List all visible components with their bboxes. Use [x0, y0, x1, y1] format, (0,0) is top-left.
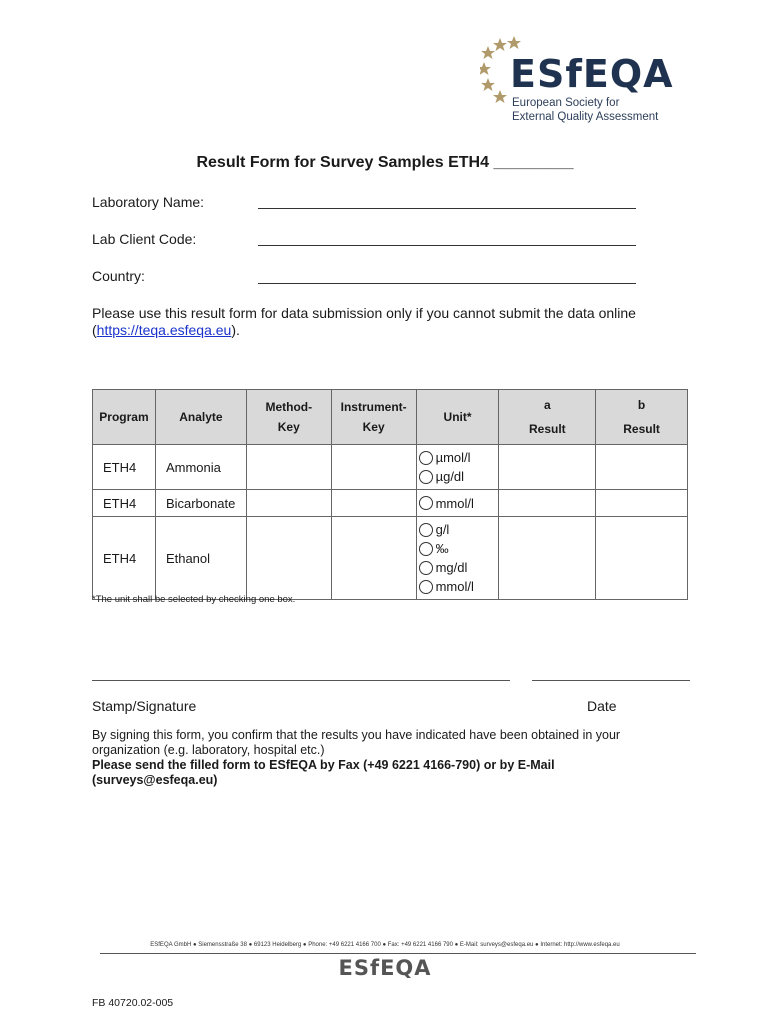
intro-text: Please use this result form for data submission only if you cannot submit the data online (https://teqa.esfeqa.eu). [92, 305, 636, 338]
unit-note: *The unit shall be selected by checking one box. [92, 594, 296, 605]
unit-option[interactable]: mg/dl [419, 558, 499, 577]
unit-cell [416, 490, 499, 517]
radio-button[interactable] [419, 523, 433, 537]
laboratory-name-field[interactable] [258, 207, 636, 209]
instrument-key-input[interactable] [331, 490, 416, 517]
radio-button[interactable] [419, 496, 433, 510]
logo-subtitle: European Society for External Quality Assessment [512, 97, 659, 123]
unit-cell [416, 517, 499, 600]
unit-option[interactable]: mmol/l [419, 577, 499, 596]
date-label: Date [587, 698, 617, 714]
lab-client-code-label: Lab Client Code: [92, 231, 197, 247]
date-field[interactable] [532, 680, 690, 681]
method-key-input[interactable] [246, 517, 331, 600]
instrument-key-input[interactable] [331, 445, 416, 490]
result-b-input[interactable] [596, 490, 688, 517]
esfeqa-logo [480, 36, 680, 126]
header-result-a: a Result [499, 390, 596, 445]
footer-divider [100, 953, 696, 954]
method-key-input[interactable] [246, 490, 331, 517]
analyte-cell: Ammonia [155, 445, 246, 490]
send-instructions: Please send the filled form to ESfEQA by Fax (+49 6221 4166-790) or by E-Mail (surveys@esfeqa.eu) [92, 758, 555, 787]
header-program: Program [93, 390, 156, 445]
form-title: Result Form for Survey Samples ETH4 _________ [196, 154, 574, 171]
table-header-row [93, 390, 688, 445]
program-cell: ETH4 [93, 445, 156, 490]
footer-address: ESfEQA GmbH ● Siemensstraße 38 ● 69123 Heidelberg ● Phone: +49 6221 4166 700 ● Fax: +49 6221 4166 790 ● E-Mail: surveys@esfeqa.eu ● Internet: http://www.esfeqa.eu [150, 942, 620, 948]
result-b-input[interactable] [596, 517, 688, 600]
results-table [92, 389, 688, 600]
radio-button[interactable] [419, 451, 433, 465]
unit-option[interactable]: µmol/l [419, 448, 499, 467]
method-key-input[interactable] [246, 445, 331, 490]
logo-wordmark: ESfEQA [510, 52, 674, 96]
submission-link[interactable]: https://teqa.esfeqa.eu [96, 322, 232, 338]
stamp-signature-field[interactable] [92, 680, 510, 681]
document-number: FB 40720.02-005 [92, 997, 174, 1009]
table-row [93, 517, 688, 600]
confirmation-text: By signing this form, you confirm that the results you have indicated have been obtained in your organization (e.g. laboratory, hospital etc.) [92, 728, 621, 757]
radio-button[interactable] [419, 580, 433, 594]
country-field[interactable] [258, 282, 636, 284]
radio-button[interactable] [419, 542, 433, 556]
country-label: Country: [92, 268, 145, 284]
result-a-input[interactable] [499, 445, 596, 490]
lab-client-code-field[interactable] [258, 244, 636, 246]
program-cell: ETH4 [93, 490, 156, 517]
unit-option[interactable]: ‰ [419, 539, 499, 558]
analyte-cell: Bicarbonate [155, 490, 246, 517]
radio-button[interactable] [419, 470, 433, 484]
header-analyte: Analyte [155, 390, 246, 445]
result-b-input[interactable] [596, 445, 688, 490]
laboratory-name-label: Laboratory Name: [92, 194, 205, 210]
header-result-b: b Result [596, 390, 688, 445]
unit-cell [416, 445, 499, 490]
header-unit: Unit* [416, 390, 499, 445]
unit-option[interactable]: mmol/l [419, 494, 499, 513]
stamp-signature-label: Stamp/Signature [92, 698, 197, 714]
unit-option[interactable]: g/l [419, 520, 499, 539]
unit-option[interactable]: µg/dl [419, 467, 499, 486]
table-row [93, 445, 688, 490]
radio-button[interactable] [419, 561, 433, 575]
result-a-input[interactable] [499, 517, 596, 600]
header-instrument-key: Instrument- Key [331, 390, 416, 445]
header-method-key: Method- Key [246, 390, 331, 445]
analyte-cell: Ethanol [155, 517, 246, 600]
program-cell: ETH4 [93, 517, 156, 600]
result-a-input[interactable] [499, 490, 596, 517]
footer-logo: ESfEQA [338, 956, 432, 980]
instrument-key-input[interactable] [331, 517, 416, 600]
table-row [93, 490, 688, 517]
